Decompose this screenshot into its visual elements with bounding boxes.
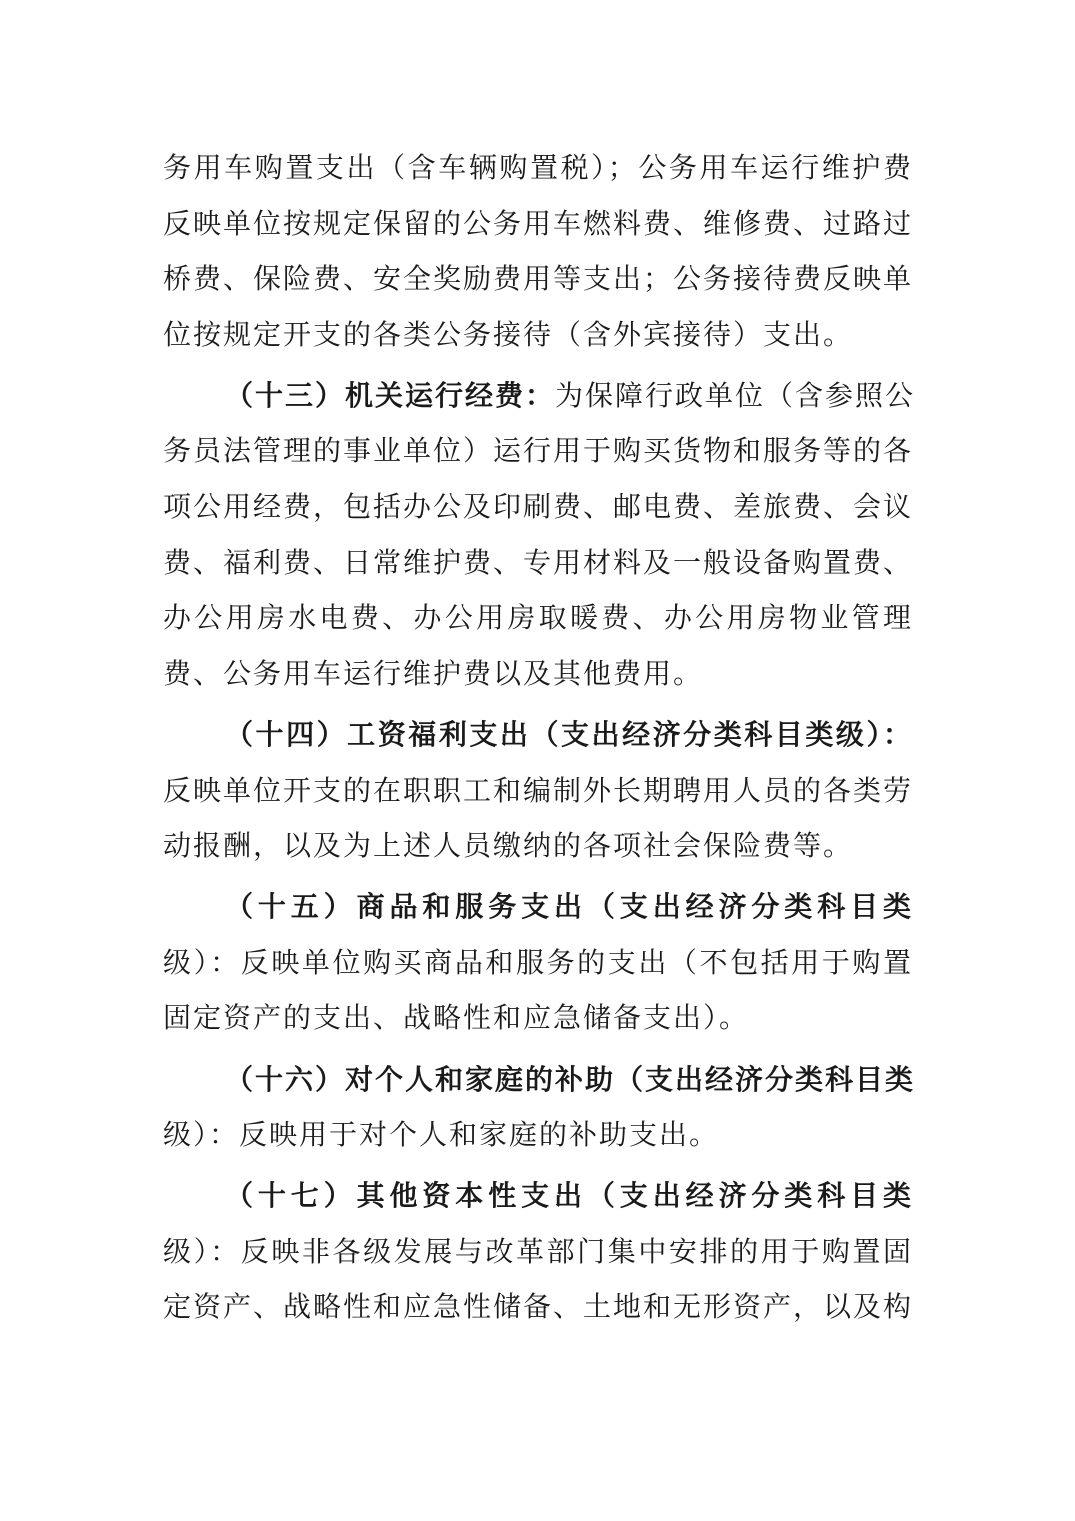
text-line: 动报酬，以及为上述人员缴纳的各项社会保险费等。 [163, 829, 854, 863]
text-line: 级）：反映用于对个人和家庭的补助支出。 [163, 1118, 720, 1152]
paragraph-16-household-subsidies [163, 1052, 916, 1163]
text-line [163, 1168, 913, 1224]
paragraph-15-goods-services [163, 879, 913, 1046]
text-line: 定资产、战略性和应急性储备、土地和无形资产，以及构 [163, 1290, 914, 1324]
text-line: 固定资产的支出、战略性和应急储备支出）。 [163, 1001, 750, 1035]
text-line: 费、公务用车运行维护费以及其他费用。 [163, 656, 704, 690]
paragraph-vehicle-expenses [163, 140, 913, 362]
text-line: 项公用经费，包括办公及印刷费、邮电费、差旅费、会议 [163, 490, 914, 524]
text-line: 反映单位开支的在职职工和编制外长期聘用人员的各类劳 [163, 773, 914, 807]
paragraph-heading: （十六）对个人和家庭的补助（支出经济分类科目类 [225, 1062, 916, 1096]
text-line: 桥费、保险费、安全奖励费用等支出；公务接待费反映单 [163, 262, 914, 296]
text-line: 级）：反映非各级发展与改革部门集中安排的用于购置固 [163, 1234, 913, 1268]
text-line [163, 1052, 916, 1108]
text-line: 务用车购置支出（含车辆购置税）；公务用车运行维护费 [163, 151, 913, 184]
paragraph-heading: （十五）商品和服务支出（支出经济分类科目类 [225, 890, 913, 924]
text-span: 为保障行政单位（含参照公 [555, 378, 916, 412]
text-line: 反映单位按规定保留的公务用车燃料费、维修费、过路过 [163, 206, 914, 240]
text-line: 办公用房水电费、办公用房取暖费、办公用房物业管理 [163, 601, 913, 635]
text-line [163, 879, 913, 935]
text-line: 级）：反映单位购买商品和服务的支出（不包括用于购置 [163, 945, 913, 979]
paragraph-13-operating-funds [163, 368, 916, 702]
text-line: 费、福利费、日常维护费、专用材料及一般设备购置费、 [163, 545, 914, 579]
paragraph-heading: （十七）其他资本性支出（支出经济分类科目类 [225, 1179, 913, 1213]
text-line: 务员法管理的事业单位）运行用于购买货物和服务等的各 [163, 434, 914, 468]
text-line: 位按规定开支的各类公务接待（含外宾接待）支出。 [163, 317, 854, 351]
paragraph-14-wages-benefits [163, 707, 913, 874]
text-line [163, 707, 913, 763]
document-body [163, 140, 916, 1340]
paragraph-17-other-capital [163, 1168, 913, 1335]
text-line [163, 368, 916, 424]
paragraph-heading: （十四）工资福利支出（支出经济分类科目类级）： [225, 717, 913, 751]
paragraph-heading: （十三）机关运行经费： [225, 378, 556, 412]
